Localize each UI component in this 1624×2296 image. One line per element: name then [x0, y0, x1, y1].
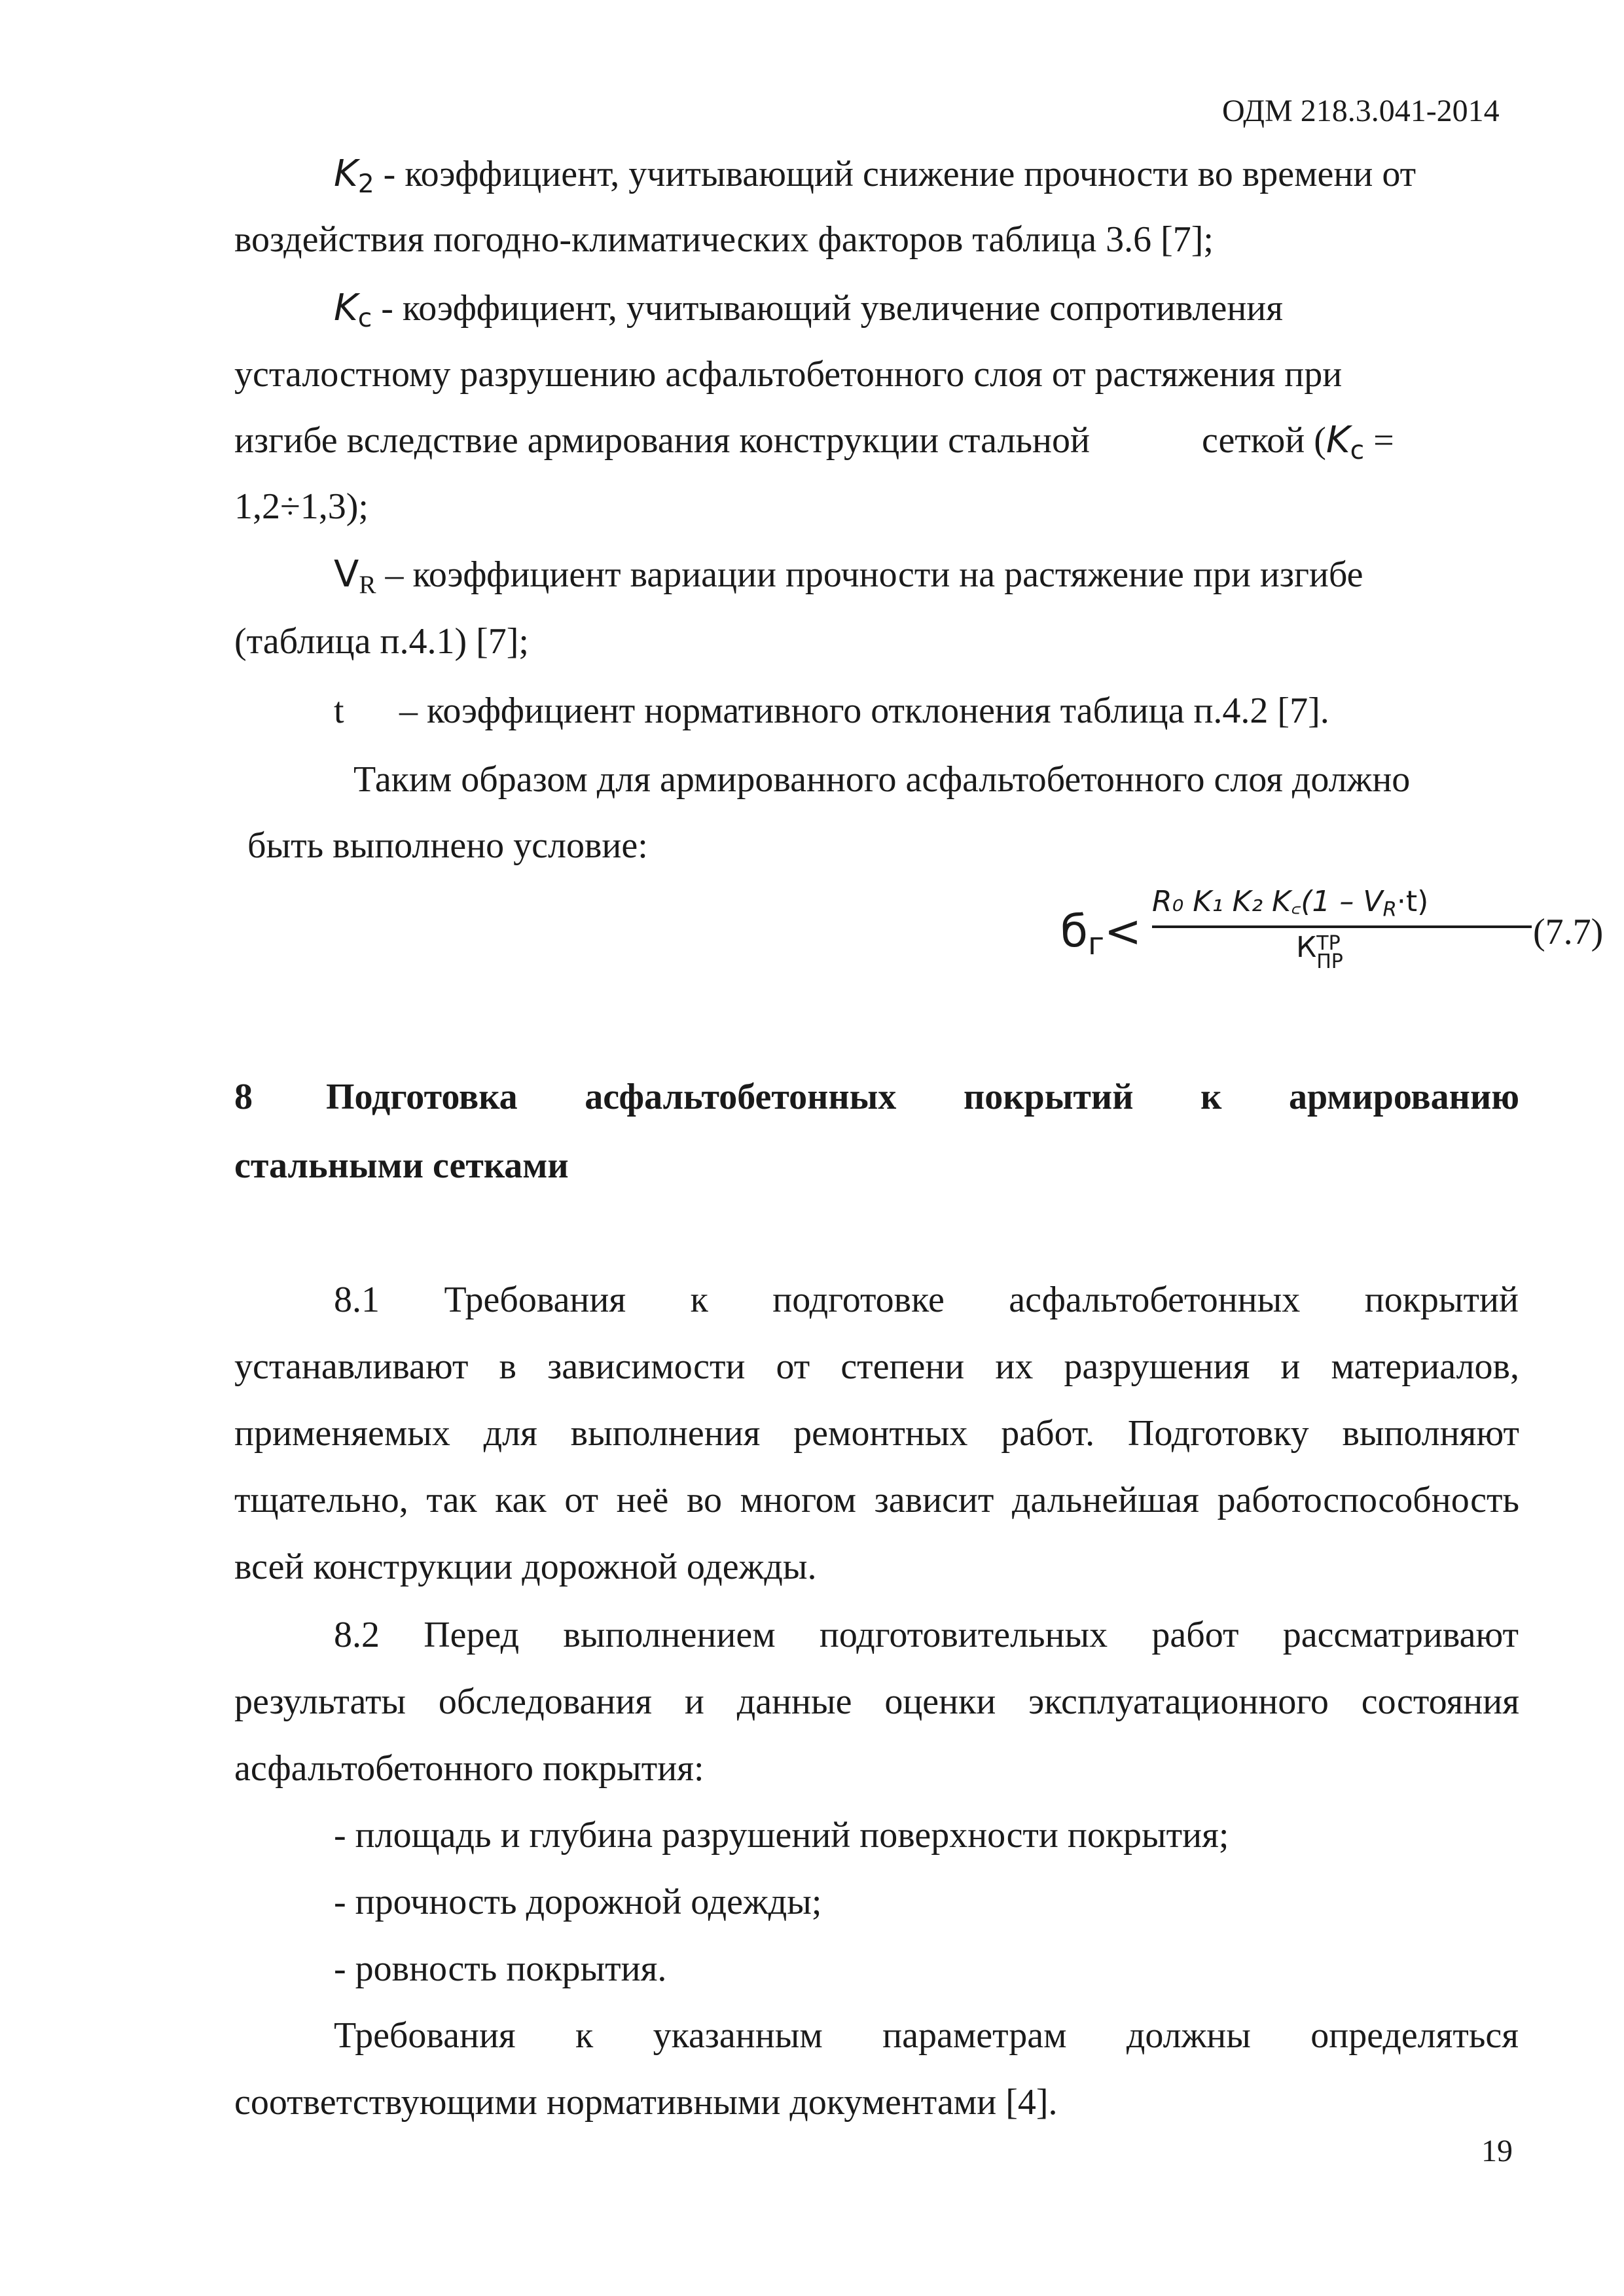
k2-subscript: 2 [357, 169, 374, 199]
kc-definition-line4: 1,2÷1,3); [234, 486, 369, 527]
formula-7-7 [1060, 884, 1604, 982]
formula-numerator: R₀ K₁ K₂ K꜀(1 – $V_R\cdot t$) [1152, 885, 1429, 922]
vr-symbol: V [334, 553, 359, 596]
kc-text: - коэффициент, учитывающий увеличение сопротивления [372, 288, 1284, 329]
list-item: - площадь и глубина разрушений поверхности покрытия; [334, 1815, 1229, 1856]
conclusion-line1: Таким образом для армированного асфальтобетонного слоя должно [353, 759, 1411, 800]
list-item: - ровность покрытия. [334, 1948, 667, 1989]
p81-line4: тщательно, так как от неё во многом зависит дальнейшая работоспособность [234, 1480, 1519, 1520]
kc-symbol-inline: K [1326, 419, 1350, 461]
kc-definition-line3b [1202, 417, 1394, 464]
section-8-title-line2: стальными сетками [234, 1145, 569, 1186]
p83-line1: Требования к указанным параметрам должны определяться [334, 2015, 1519, 2056]
k2-text: - коэффициент, учитывающий снижение прочности во времени от [374, 154, 1416, 194]
p81-line1: 8.1 Требования к подготовке асфальтобетонных покрытий [334, 1280, 1519, 1320]
kc-text-equals: = [1364, 420, 1394, 461]
k2-definition-line2: воздействия погодно-климатических факторов таблица 3.6 [7]; [234, 219, 1214, 260]
p82-line3: асфальтобетонного покрытия: [234, 1748, 704, 1789]
t-definition-text: – коэффициент нормативного отклонения таблица п.4.2 [7]. [399, 691, 1329, 731]
p82-line1: 8.2 Перед выполнением подготовительных работ рассматривают [334, 1615, 1519, 1655]
vr-definition-line1 [334, 551, 1363, 598]
formula-label: (7.7) [1533, 912, 1604, 952]
k2-symbol: K [334, 152, 358, 195]
document-code: ОДМ 218.3.041-2014 [1222, 94, 1500, 128]
k2-definition-line1 [334, 151, 1416, 198]
formula-denominator: К ТР ПР [1296, 931, 1343, 973]
kc-subscript-inline: c [1350, 435, 1365, 465]
kc-symbol: K [334, 287, 358, 329]
section-8-title-line1 [234, 1073, 1519, 1121]
list-item: - прочность дорожной одежды; [334, 1882, 822, 1922]
vr-subscript: R [359, 570, 376, 599]
section-8-title: Подготовка асфальтобетонных покрытий к армированию [326, 1077, 1519, 1117]
p82-line2: результаты обследования и данные оценки эксплуатационного состояния [234, 1681, 1519, 1722]
section-8-number: 8 [234, 1077, 253, 1117]
formula-lhs: $б_г<$ [1060, 906, 1142, 962]
kc-text-setkoy: сеткой ( [1202, 420, 1326, 461]
fraction-bar [1152, 925, 1532, 928]
p81-line3: применяемых для выполнения ремонтных работ. Подготовку выполняют [234, 1413, 1519, 1454]
t-symbol: t [334, 691, 344, 731]
kc-definition-line1 [334, 285, 1283, 332]
kc-subscript: c [357, 303, 372, 333]
p83-line2: соответствующими нормативными документами [4]. [234, 2082, 1058, 2123]
page-number: 19 [1481, 2134, 1513, 2168]
conclusion-line2: быть выполнено условие: [247, 825, 648, 866]
vr-text: – коэффициент вариации прочности на растяжение при изгибе [376, 554, 1363, 595]
kc-definition-line2: усталостному разрушению асфальтобетонного слоя от растяжения при [234, 354, 1343, 395]
p81-line2: устанавливают в зависимости от степени их разрушения и материалов, [234, 1346, 1519, 1387]
kc-definition-line3a: изгибе вследствие армирования конструкции стальной [234, 420, 1090, 461]
p81-line5: всей конструкции дорожной одежды. [234, 1547, 817, 1587]
vr-definition-line2: (таблица п.4.1) [7]; [234, 621, 529, 662]
